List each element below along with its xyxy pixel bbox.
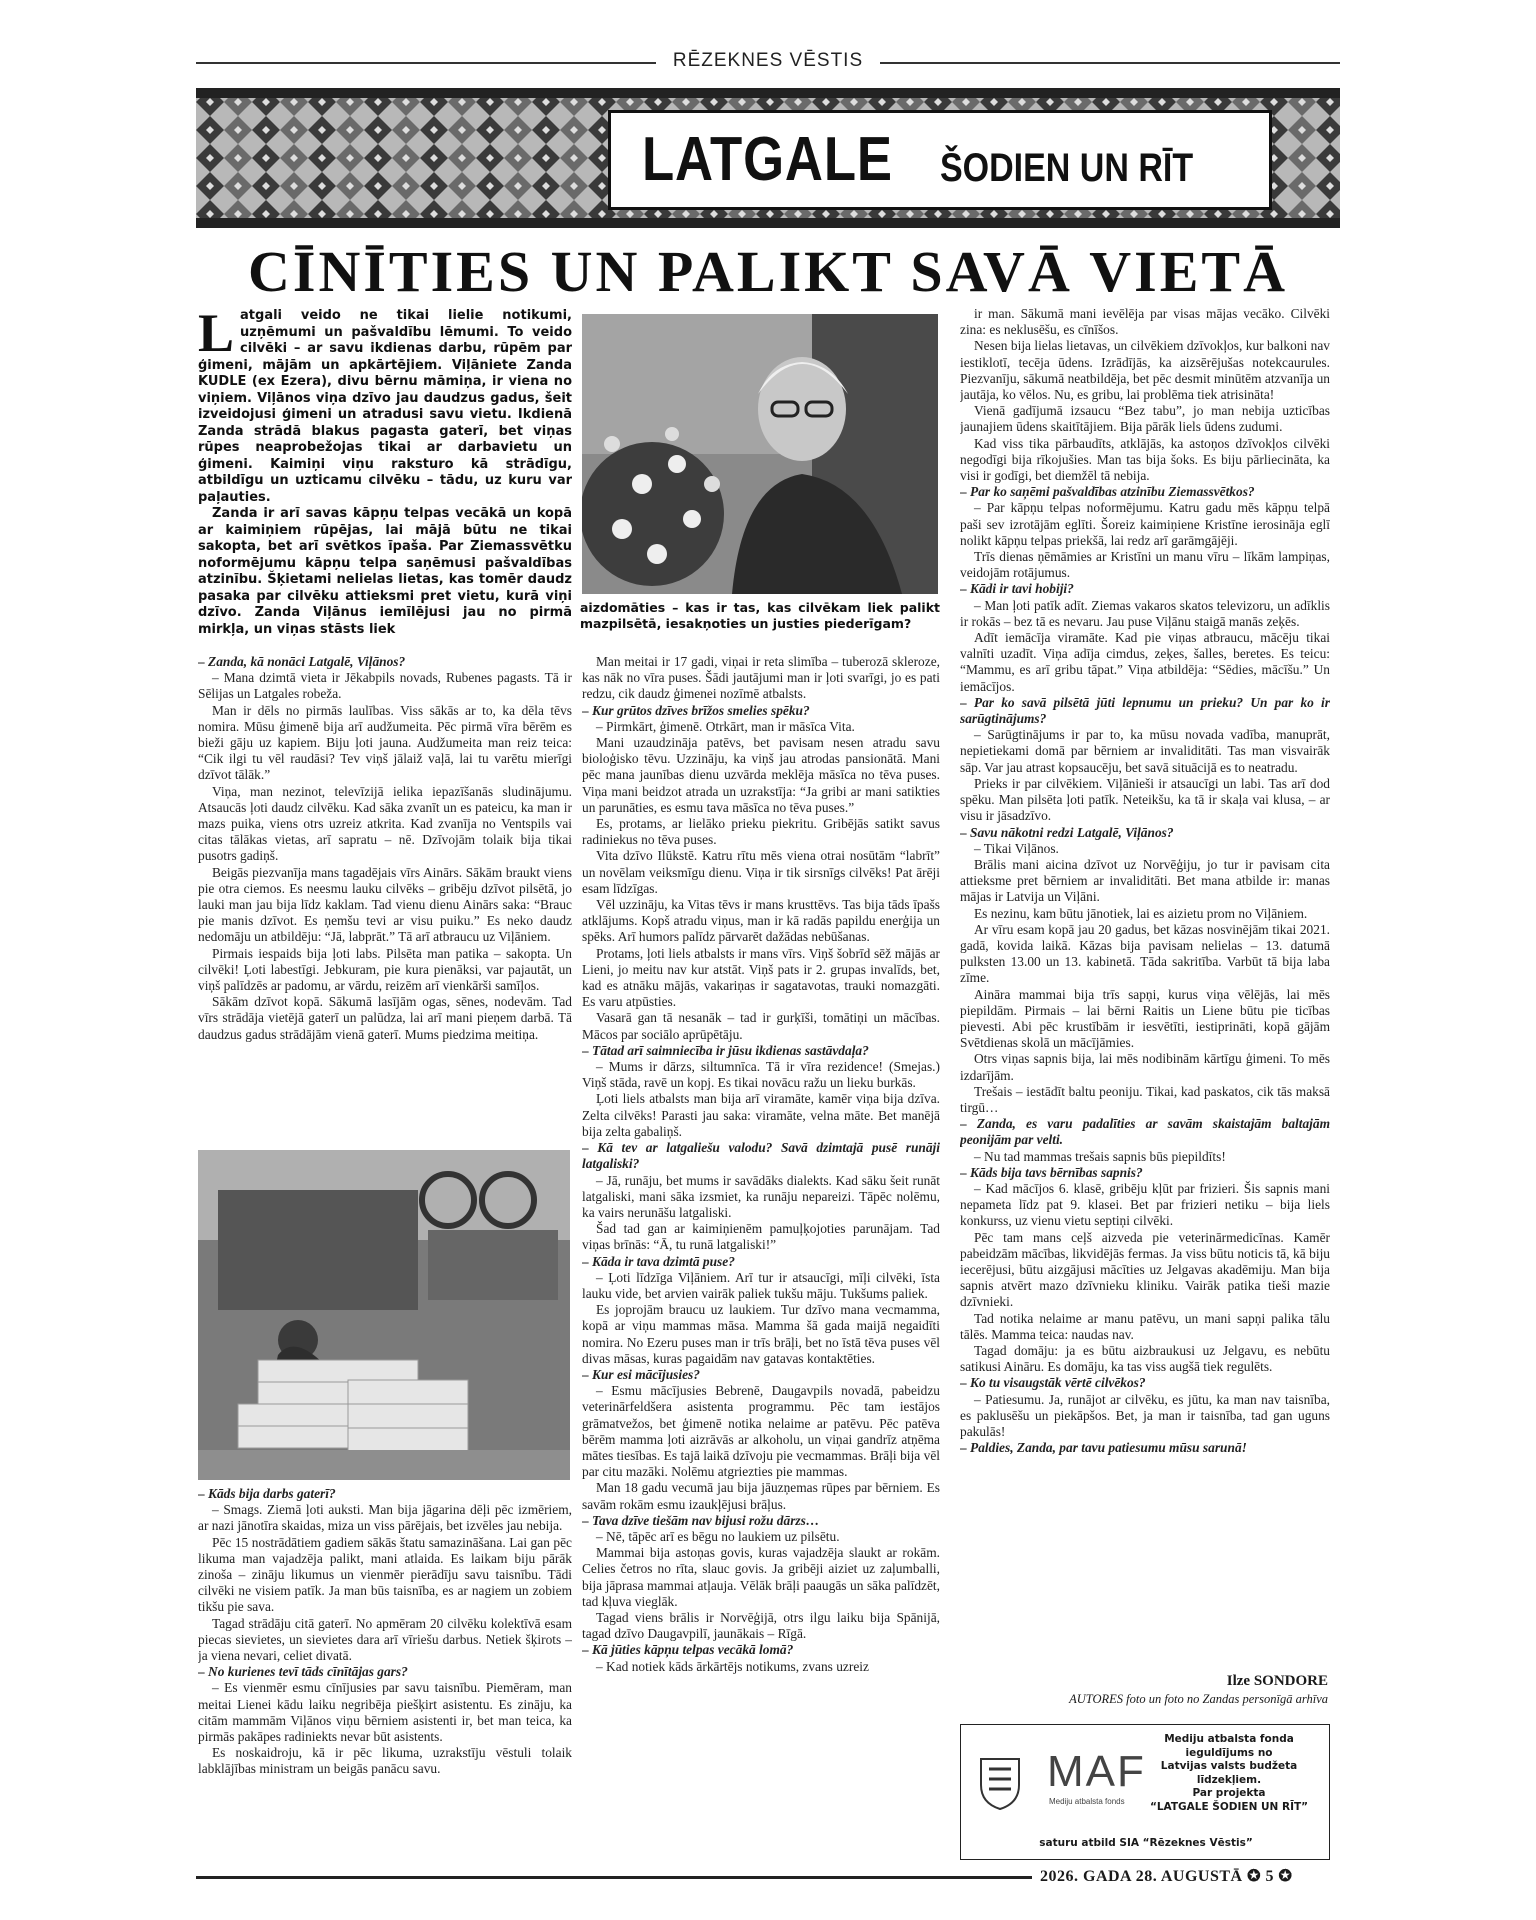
interview-question: – Ko tu visaugstāk vērtē cilvēkos? [960,1375,1146,1391]
paragraph: Mani uzaudzināja patēvs, bet pavisam nesen atradu savu bioloģisko tēvu. Uzzināju, ka viņš jau atrodas pansionātā. Mani pēc mana jaunības dienu uzvārda meklēja māsīca no tēva puses. Viņa mani beidzot atrada un uzrakstīja: “Ja gribi ar mani satikties un parunāties, es esmu tava māsīca no tēva puses.” [582,735,940,815]
paragraph: – Nē, tāpēc arī es bēgu no laukiem uz pilsētu. [596,1528,840,1544]
newspaper-name: RĒZEKNES VĒSTIS [672,50,864,71]
paragraph: Pirmais iespaids bija ļoti labs. Pilsēta man patika – sakopta. Un cilvēki! Ļoti labestīgi. Jebkuram, pie kura pienāksi, var pajautāt, un viņš palīdzēs ar padomu, ar vārdu, reizēm arī vienkārši samīļos. [198,945,572,994]
paragraph: Man 18 gadu vecumā jau bija jāuzņemas rūpes par bērniem. Es savām rokām esmu izaukļējusi brāļus. [582,1480,940,1512]
paragraph: Prieks ir par cilvēkiem. Viļānieši ir atsaucīgi un labi. Tas arī dod spēku. Man pilsēta ļoti patīk. Neteikšu, ka tā ir skaļa vai klusa, – ar visu ir jāsadzīvo. [960,775,1330,824]
interview-question: – Kā tev ar latgaliešu valodu? Savā dzimtajā pusē runāji latgaliski? [582,1140,940,1172]
paragraph: – Par kāpņu telpas noformējumu. Katru gadu mēs kāpņu telpā paši sev izrotājām eglīti. Šoreiz kaimiņiene Kristīne ierosināja eglī nolikt kāpņu telpas priekšā, lai redz arī garāmgājēji. [960,500,1330,548]
paragraph: Šad tad gan ar kaimiņienēm pamuļķojoties parunājam. Tad viņas brīnās: “Ā, tu runā latgaliski!” [582,1221,940,1253]
masthead-rule-right [880,62,1340,64]
paragraph: Aināra mammai bija trīs sapņi, kurus viņa vēlējās, lai mēs piepildām. Pirmais – lai bērni Raitis un Liene būtu pie ticības pievesti. Abi pēc krustībām ir iesvētīti, iestiprināti, kopā gājām Svētdienas skolā un mācījāmies. [960,986,1330,1051]
text-column-2 [582,654,940,1675]
interview-question: – Zanda, kā nonāci Latgalē, Viļānos? [198,654,406,669]
paragraph: Es, protams, ar lielāko prieku piekritu. Gribējās satikt savus radiniekus no tēva puses. [582,816,940,848]
paragraph: Sākām dzīvot kopā. Sākumā lasījām ogas, sēnes, nodevām. Tad vīrs strādāja vietējā gaterī un palūdza, lai arī mani pieņem darbā. Tā daudzus gadus strādājām vienā gaterī. Mums piedzima meitiņa. [198,994,572,1042]
paragraph: – Kad notiek kāds ārkārtējs notikums, zvans uzreiz [596,1658,869,1674]
paragraph: Tagad strādāju citā gaterī. No apmēram 20 cilvēku kolektīvā esam piecas sievietes, un sievietes dara arī vīriešu darbus. Netiek šķirots – ja viena nevari, celiet divatā. [198,1615,572,1664]
paragraph: – Ļoti līdzīga Viļāniem. Arī tur ir atsaucīgi, mīļi cilvēki, īsta lauku vide, bet arvien vairāk paliek tukšu māju. Tukšums paliek. [582,1269,940,1301]
issue-date-page-number: 2026. GADA 28. AUGUSTĀ ✪ 5 ✪ [1040,1868,1293,1885]
paragraph: – Man ļoti patīk adīt. Ziemas vakaros skatos televizoru, un adīklis ir rokās – bez tā es nevaru. Jau puse Viļānu staigā manās zeķēs. [960,597,1330,629]
paragraph: Tagad domāju: ja es būtu aizbraukusi uz Jelgavu, es nebūtu satikusi Aināru. Es domāju, ka tas viss augšā tiek regulēts. [960,1343,1330,1375]
paragraph: Vita dzīvo Ilūkstē. Katru rītu mēs viena otrai nosūtām “labrīt” un novēlam veiksmīgu dienu. Viņa ir tik sirsnīgs cilvēks! Pat ārēji esam līdzīgas. [582,848,940,896]
paragraph: – Nu tad mammas trešais sapnis būs piepildīts! [974,1148,1226,1164]
text-column-3 [960,306,1330,1456]
paragraph: Trešais – iestādīt baltu peoniju. Tikai, kad paskatos, cik tās maksā tirgū… [960,1083,1330,1115]
article-lead [198,303,572,638]
interview-question: – Kāda ir tava dzimtā puse? [582,1253,735,1269]
maf-logo-subtitle: Mediju atbalsta fonds [1049,1797,1125,1806]
paragraph: Pēc 15 nostrādātiem gadiem sākās štatu samazināšana. Lai gan pēc likuma man vajadzēja palikt, mani atlaida. Es laikam biju pārāk zinoša – zināju likumus un vienmēr pierādīju savu taisnību. Tādi cilvēki ne visiem patīk. Ja man būs taisnība, es ar nagiem un zobiem tikšu pie sava. [198,1534,572,1615]
paragraph: Vasarā gan tā nesanāk – tad ir gurķīši, tomātiņi un mācības. Mācos par sociālo aprūpētāju. [582,1010,940,1042]
paragraph: Otrs viņas sapnis bija, lai mēs nodibinām kārtīgu ģimeni. To mēs izdarījām. [960,1051,1330,1083]
coat-of-arms-icon [975,1755,1025,1811]
paragraph: Vēl uzzināju, ka Vitas tēvs ir mans krusttēvs. Tas bija tāds īpašs atklājums. Kopš atradu viņus, man ir kā radās papildu enerģija un spēks. Arī humors palīdz pārvarēt dažādas nebūšanas. [582,897,940,945]
interview-question: – Kā jūties kāpņu telpas vecākā lomā? [582,1642,794,1658]
portrait-image [582,314,938,594]
sawmill-photo [198,1150,570,1480]
author-byline: Ilze SONDORE [1226,1673,1328,1689]
paragraph: Es noskaidroju, kā ir pēc likuma, uzrakstīju vēstuli tolaik labklājības ministram un beigās panācu savu. [198,1745,572,1777]
paragraph: Beigās piezvanīja mans tagadējais vīrs Ainārs. Sākām braukt viens pie otra ciemos. Es neesmu lauku cilvēks – gribēju dzīvot pilsētā, jo lauki man jau bija līdz kaklam. Tad vienu dienu Ainārs saka: “Brauc pie manis dzīvot. Es ņemšu tevi ar visu puiku.” Es neko daudz nedomāju un atbildēju: “Jā, labprāt.” Tā arī atbraucu uz Viļāniem. [198,864,572,945]
interview-question: – Savu nākotni redzi Latgalē, Viļānos? [960,824,1174,840]
interview-question: – Kāds bija darbs gaterī? [198,1486,336,1501]
interview-question: – Paldies, Zanda, par tavu patiesumu mūsu sarunā! [960,1440,1247,1456]
paragraph: Pēc tam mans ceļš aizveda pie veterinārmedicīnas. Kamēr pabeidzām mācības, likvidējās fermas. Ja viss būtu noticis tā, kā biju iecerējusi, būtu aizgājusi mācīties uz Jelgavas akadēmiju. Man bija sapnis atvērt mazo dzīvnieku kliniku. Vairāk patika tieši mazie dzīvnieki. [960,1229,1330,1310]
portrait-photo [582,314,938,594]
paragraph: – Mums ir dārzs, siltumnīca. Tā ir vīra rezidence! (Smejas.) Viņš stāda, ravē un kopj. Es tikai novācu ražu un lieku burkās. [582,1059,940,1091]
text-column-1-top [198,654,572,1043]
paragraph: Ļoti liels atbalsts man bija arī viramāte, kamēr viņa bija dzīva. Zelta cilvēks! Parasti jau saka: viramāte, velna māte. Bet manējā bija zelta gabaliņš. [582,1091,940,1139]
interview-question: – Kāds bija tavs bērnības sapnis? [960,1164,1143,1180]
interview-question: – Par ko savā pilsētā jūti lepnumu un prieku? Un par ko ir sarūgtinājums? [960,694,1330,727]
paragraph: Mammai bija astoņas govis, kuras vajadzēja slaukt ar rokām. Celies četros no rīta, slauc govis. Ja gribēji aiziet uz zaļumballi, bija jāprasa mammai atļauja. Vēlāk brāļi paaugās un sāka palīdzēt, tad kļuva vieglāk. [582,1545,940,1609]
interview-question: – No kurienes tevī tāds cīnītājas gars? [198,1664,408,1680]
interview-question: – Par ko saņēmi pašvaldības atzinību Ziemassvētkos? [960,484,1255,500]
lead-paragraph-1: Latgali veido ne tikai lielie notikumi, uzņēmumi un pašvaldību lēmumi. To veido cilvēki – ar savu ikdienas darbu, rūpēm par ģimeni, mājām un apkārtējiem. Viļāniete Zanda KUDLE (ex Ezera), divu bērnu māmiņa, ir viena no viņiem. Viļānos viņa dzīvo jau daudzus gadus, šeit izveidojusi ģimeni un atradusi savu vietu. Ikdienā Zanda strādā blakus pagasta gaterī, bet viņas rūpes neaprobežojas tikai ar darbavietu un ģimeni. Kaimiņi viņu raksturo kā strādīgu, atbildīgu un uzticamu cilvēku – tādu, uz kuru var paļauties. [198,303,572,505]
interview-question: – Kur grūtos dzīves brīžos smelies spēku? [582,702,810,718]
paragraph: – Kad mācījos 6. klasē, gribēju kļūt par frizieri. Šis sapnis mani nepameta līdz pat 9. klasei. Bet par frizieri netiku – bija liels konkurss, uz vienu vietu septiņi cilvēki. [960,1180,1330,1229]
paragraph: – Mana dzimtā vieta ir Jēkabpils novads, Rubenes pagasts. Tā ir Sēlijas un Latgales robeža. [198,670,572,702]
funding-footer: saturu atbild SIA “Rēzeknes Vēstis” [1039,1837,1253,1849]
paragraph: – Smags. Ziemā ļoti auksti. Man bija jāgarina dēļi pēc izmēriem, ar nazi jānotīra skaidas, miza un viss pārējais, bet izvēles jau nebija. [198,1502,572,1534]
paragraph: – Pirmkārt, ģimenē. Otrkārt, man ir māsīca Vita. [596,718,855,734]
article-headline: CĪNĪTIES UN PALIKT SAVĀ VIETĀ [247,239,1288,304]
paragraph: – Patiesumu. Ja, runājot ar cilvēku, es jūtu, ka man nav taisnība, es paklusēšu un piekāpšos. Bet, ja man ir taisnība, tad gan uguns pakulās! [960,1391,1330,1440]
text-column-1-bottom [198,1486,572,1778]
paragraph: ir man. Sākumā mani ievēlēja par visas mājas vecāko. Cilvēki zina: es neklusēšu, es cīnīšos. [960,306,1330,338]
funding-notice [960,1724,1330,1860]
paragraph: – Esmu mācījusies Bebrenē, Daugavpils novadā, pabeidzu veterinārfeldšera asistenta programmu. Pēc tam iestājos grāmatvežos, bet ģimenē notika nelaime ar patēvu. Pēc patēva bērēm mamma ļoti aizrāvās ar alkoholu, un viņai gandrīz atņēma mātes tiesības. Es tajā laikā dzīvoju pie vecmammas. Brāļi bija vēl par citu mazāki. Nolēmu atgriezties pie mammas. [582,1383,940,1480]
paragraph: – Tikai Viļānos. [974,840,1059,856]
paragraph: – Es vienmēr esmu cīnījusies par savu taisnību. Piemēram, man meitai Lienei kādu laiku negribēja piešķirt asistentu. Es zināju, ka citām mammām Viļānos viņu bērniem asistenti ir, bet man teica, ka pirmās pakāpes radiniekts nevar būt asistents. [198,1680,572,1745]
funding-text: Mediju atbalsta fonda ieguldījums no Latvijas valsts budžeta līdzekļiem. Par projekta “LATGALE ŠODIEN UN RĪT” [1149,1733,1309,1813]
paragraph: Man meitai ir 17 gadi, viņai ir reta slimība – tuberozā skleroze, kas nāk no vīra puses. Šādi jautājumi man ir ļoti svarīgi, jo es pati redzu, cik daudz ģimenei nozīmē atbalsts. [582,654,940,702]
paragraph: Man ir dēls no pirmās laulības. Viss sākās ar to, ka dēla tēvs nomira. Mūsu ģimenē bija arī audžumeita. Pēc pirmā vīra bērēm es bieži gāju uz kapiem. Biju ļoti jauna. Audžumeita man reiz teica: “Cik ilgi tu vēl raudāsi? Tev viņš jālaiž vaļā, lai tu varētu mierīgi dzīvot tālāk.” [198,702,572,783]
interview-question: – Kādi ir tavi hobiji? [960,581,1074,597]
interview-question: – Tava dzīve tiešām nav bijusi rožu dārzs… [582,1512,820,1528]
paragraph: Kad viss tika pārbaudīts, atklājās, ka astoņos dzīvokļos cilvēki negodīgi bija rīkojušies. Man tas bija šoks. Es biju pārliecināta, ka visi ir godīgi, bet diemžēl tā nebija. [960,435,1330,484]
paragraph: Nesen bija lielas lietavas, un cilvēkiem dzīvokļos, kur balkoni nav iestiklotī, tecēja ūdens. Izrādījās, ka aizsērējušas notekcaurules. Piezvanīju, sākumā neatbildēja, bet pēc desmit minūtēm atzvanīja un jautāja, ko vēlos. Nu, es gribu, lai problēma tiek atrisināta! [960,338,1330,403]
paragraph: Viņa, man nezinot, televīzijā ielika iepazīšanās sludinājumu. Atsaucās ļoti daudz cilvēku. Kad sāka zvanīt un es pateicu, ka man ir mazs puika, viens otrs uzreiz atkrita. Kad zvanīja no Ventspils vai citas tālākas vietas, arī sapratu – nē. Dzīvojām tolaik bija tikai pusotrs gadiņš. [198,783,572,864]
section-subtitle: ŠODIEN UN RĪT [940,146,1194,190]
sawmill-image [198,1150,570,1480]
paragraph: – Sarūgtinājums ir par to, ka mūsu novada vadība, manuprāt, nepietiekami domā par bērniem ar invaliditāti. Tas man visvairāk sāp. Var jau atrast kopsaucēju, bet savā situācijā es to neatradu. [960,727,1330,775]
paragraph: Trīs dienas ņēmāmies ar Kristīni un manu vīru – līkām lampiņas, veidojām rotājumus. [960,549,1330,581]
paragraph: Protams, ļoti liels atbalsts ir mans vīrs. Viņš šobrīd sēž mājās ar Lieni, jo meitu nav kur atstāt. Viņš pats ir 2. grupas invalīds, bet, kad es atnāku mājās, vakariņas ir sagatavotas, trauki nomazgāti. Es varu atpūsties. [582,945,940,1010]
masthead-rule-left [196,62,656,64]
maf-logo: MAF [1047,1747,1146,1796]
section-title: LATGALE [642,125,893,194]
paragraph: – Jā, runāju, bet mums ir savādāks dialekts. Kad sāku šeit runāt latgaliski, mani sāka izsmiet, ka runāju nepareizi. Tāpēc nolēmu, ka vairs nerunāšu latgaliski. [582,1172,940,1220]
interview-question: – Zanda, es varu padalīties ar savām skaistajām baltajām peonijām par velti. [960,1116,1330,1148]
paragraph: Ar vīru esam kopā jau 20 gadus, bet kāzas nosvinējām tikai 2021. gadā, kovida laikā. Kāzas bija pavisam nelielas – 13. datumā pulksten 13.00 un 13. kabinetā. Tāda sakritība. Varbūt tā bija laba zīme. [960,921,1330,986]
paragraph: Brālis mani aicina dzīvot uz Norvēģiju, jo tur ir pavisam cita attieksme pret bērniem ar invaliditāti. Bet mana atbilde ir: manas mājas ir Latvija un Viļāni. [960,856,1330,905]
paragraph: Adīt iemācīja viramāte. Kad pie viņas atbraucu, mācēju tikai valnīti uzadīt. Viņa adīja cimdus, zeķes, šalles, beretes. Es teicu: “Mammu, es arī gribu tāpat.” Viņa atbildēja: “Sēdies, mācīšu.” Un iemācījos. [960,630,1330,694]
paragraph: Tagad viens brālis ir Norvēģijā, otrs ilgu laiku bija Spānijā, tagad dzīvo Daugavpilī, jaunākais – Rīgā. [582,1609,940,1642]
paragraph: Vienā gadījumā izsaucu “Bez tabu”, jo man nebija uzticības jaunajiem ūdens skaitītājiem. Bija pārāk liels ūdens zudumi. [960,403,1330,435]
photo-caption: aizdomāties – kas ir tas, kas cilvēkam liek palikt mazpilsētā, iesakņoties un justies piederīgam? [580,600,940,631]
interview-question: – Kur esi mācījusies? [582,1366,700,1382]
lead-paragraph-2: Zanda ir arī savas kāpņu telpas vecākā un kopā ar kaimiņiem rūpējas, lai mājā būtu ne tikai sakopta, bet arī svētkos īpaša. Par Ziemassvētku noformējumu kāpņu telpa saņēmusi pašvaldības atzinību. Šķietami nelielas lietas, kas tomēr daudz pasaka par cilvēku attieksmi pret vietu, kurā viņi dzīvo. Zanda Viļānus iemīlējusi jau no pirmā mirkļa, un viņas stāsts liek [198,506,572,637]
dropcap: L [198,303,235,363]
interview-question: – Tātad arī saimniecība ir jūsu ikdienas sastāvdaļa? [582,1042,869,1058]
footer-rule [196,1876,1032,1879]
paragraph: Tad notika nelaime ar manu patēvu, un mani sapņi palika tālu tālēs. Mamma teica: naudas nav. [960,1310,1330,1342]
paragraph: Es joprojām braucu uz laukiem. Tur dzīvo mana vecmamma, kopā ar viņu mammas māsa. Mamma šā gada maijā negaidīti nomira. No Ezeru puses man ir trīs brāļi, bet no īstā tēva puses vēl divas māsas, kuras pagaidām nav gatavas kontaktēties. [582,1302,940,1366]
paragraph: Es nezinu, kam būtu jānotiek, lai es aizietu prom no Viļāniem. [974,905,1308,921]
photo-credit: AUTORES foto un foto no Zandas personīgā arhīva [1069,1692,1328,1706]
